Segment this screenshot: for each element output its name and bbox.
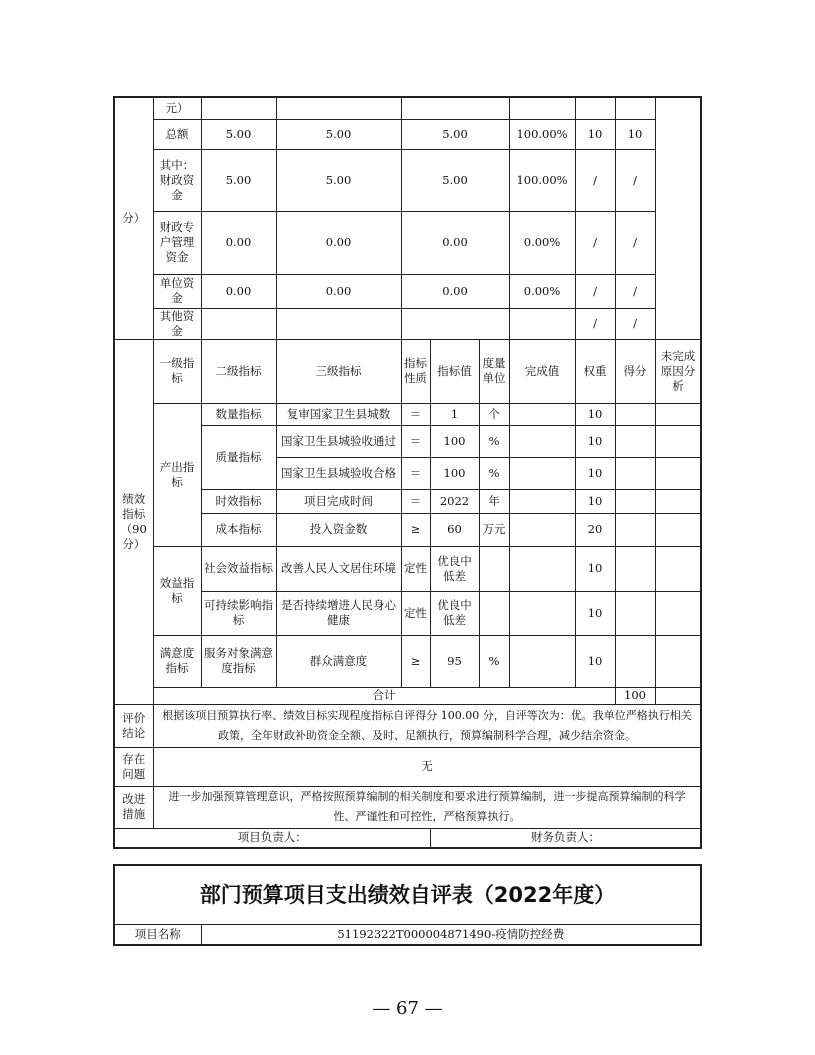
- column-header: 权重: [575, 339, 615, 403]
- indicator-row: [114, 591, 701, 635]
- unit: 个: [479, 403, 509, 425]
- level3-indicator: 国家卫生县城验收合格: [276, 457, 401, 489]
- score: [615, 635, 655, 687]
- table-cell: [655, 687, 701, 704]
- score: [615, 425, 655, 457]
- level2-indicator: 质量指标: [201, 425, 276, 489]
- budget-annual: [201, 308, 276, 339]
- indicator-nature: ＝: [401, 489, 430, 513]
- project-name-value: 51192322T000004871490-疫情防控经费: [201, 925, 701, 945]
- indicator-row: [114, 403, 701, 425]
- level2-indicator: 服务对象满意度指标: [201, 635, 276, 687]
- conclusion-row: [114, 704, 701, 747]
- indicator-nature: ＝: [401, 457, 430, 489]
- weight: 10: [575, 635, 615, 687]
- improve-label: 改进措施: [114, 786, 153, 828]
- column-header: 指标性质: [401, 339, 430, 403]
- reason: [655, 513, 701, 546]
- unit-label: 元）: [153, 97, 201, 119]
- fund-label: 单位资金: [153, 274, 201, 308]
- weight: 10: [575, 457, 615, 489]
- reason: [655, 635, 701, 687]
- budget-header-row: [114, 97, 701, 119]
- reason: [655, 489, 701, 513]
- level1-indicator: 满意度指标: [153, 635, 201, 687]
- indicator-row: [114, 489, 701, 513]
- performance-table: [113, 96, 702, 849]
- level3-indicator: 改善人民人文居住环境: [276, 546, 401, 591]
- score: 10: [615, 119, 655, 149]
- table-cell: [276, 97, 401, 119]
- score: /: [615, 211, 655, 274]
- budget-executed: 5.00: [401, 149, 509, 211]
- indicator-value: 95: [430, 635, 479, 687]
- weight: /: [575, 308, 615, 339]
- page-number: — 67 —: [372, 998, 443, 1019]
- unit: [479, 546, 509, 591]
- score: /: [615, 308, 655, 339]
- indicator-value: 60: [430, 513, 479, 546]
- indicator-nature: ＝: [401, 425, 430, 457]
- fund-label: 其他资金: [153, 308, 201, 339]
- fund-label: 财政专户管理资金: [153, 211, 201, 274]
- unit: %: [479, 425, 509, 457]
- weight: /: [575, 149, 615, 211]
- budget-executed: [401, 308, 509, 339]
- budget-executed: 0.00: [401, 211, 509, 274]
- indicator-value: 100: [430, 457, 479, 489]
- weight: /: [575, 274, 615, 308]
- column-header: 一级指标: [153, 339, 201, 403]
- reason: [655, 425, 701, 457]
- table-cell: [201, 97, 276, 119]
- score: [615, 457, 655, 489]
- level2-indicator: 可持续影响指标: [201, 591, 276, 635]
- reason: [655, 457, 701, 489]
- budget-full-year: 0.00: [276, 274, 401, 308]
- level2-indicator: 时效指标: [201, 489, 276, 513]
- reason: [655, 403, 701, 425]
- indicator-nature: ＝: [401, 403, 430, 425]
- table-cell: [509, 97, 575, 119]
- level3-indicator: 是否持续增进人民身心健康: [276, 591, 401, 635]
- execution-rate: 100.00%: [509, 119, 575, 149]
- level2-indicator: 社会效益指标: [201, 546, 276, 591]
- project-lead-label: 项目负责人：: [114, 828, 430, 848]
- budget-row: [114, 149, 701, 211]
- improve-text: 进一步加强预算管理意识，严格按照预算编制的相关制度和要求进行预算编制，进一步提高预算编制的科学性、严谨性和可控性，严格预算执行。: [153, 786, 701, 828]
- column-header: 三级指标: [276, 339, 401, 403]
- finance-lead-label: 财务负责人：: [430, 828, 701, 848]
- column-header: 指标值: [430, 339, 479, 403]
- section-label: 绩效指标（90分）: [114, 339, 153, 704]
- weight: 10: [575, 591, 615, 635]
- indicator-row: [114, 635, 701, 687]
- unit: 万元: [479, 513, 509, 546]
- completion-value: [509, 635, 575, 687]
- issues-text: 无: [153, 747, 701, 786]
- score: [615, 513, 655, 546]
- next-table-title: 部门预算项目支出绩效自评表（2022年度）: [114, 865, 701, 925]
- execution-rate: [509, 308, 575, 339]
- indicator-nature: ≥: [401, 513, 430, 546]
- budget-executed: 0.00: [401, 274, 509, 308]
- indicator-value: 1: [430, 403, 479, 425]
- column-header: 得分: [615, 339, 655, 403]
- weight: 10: [575, 489, 615, 513]
- execution-rate: 0.00%: [509, 274, 575, 308]
- level2-indicator: 成本指标: [201, 513, 276, 546]
- indicator-nature: 定性: [401, 546, 430, 591]
- execution-rate: 0.00%: [509, 211, 575, 274]
- completion-value: [509, 591, 575, 635]
- column-header: 二级指标: [201, 339, 276, 403]
- indicator-nature: 定性: [401, 591, 430, 635]
- indicator-value: 100: [430, 425, 479, 457]
- indicator-row: [114, 546, 701, 591]
- indicator-row: [114, 513, 701, 546]
- next-table: [113, 864, 702, 946]
- table-cell: [401, 97, 509, 119]
- issues-label: 存在问题: [114, 747, 153, 786]
- budget-full-year: 5.00: [276, 149, 401, 211]
- table-cell: [655, 97, 701, 339]
- weight: 10: [575, 403, 615, 425]
- level3-indicator: 投入资金数: [276, 513, 401, 546]
- level2-indicator: 数量指标: [201, 403, 276, 425]
- level1-indicator: 效益指标: [153, 546, 201, 635]
- total-label: 合计: [153, 687, 615, 704]
- indicator-header-row: [114, 339, 701, 403]
- column-header: 度量单位: [479, 339, 509, 403]
- score: [615, 546, 655, 591]
- reason: [655, 546, 701, 591]
- budget-full-year: 5.00: [276, 119, 401, 149]
- unit: [479, 591, 509, 635]
- level1-indicator: 产出指标: [153, 403, 201, 546]
- indicator-nature: ≥: [401, 635, 430, 687]
- weight: /: [575, 211, 615, 274]
- indicator-value: 2022: [430, 489, 479, 513]
- budget-full-year: 0.00: [276, 211, 401, 274]
- budget-annual: 5.00: [201, 149, 276, 211]
- weight: 10: [575, 119, 615, 149]
- total-weight: 100: [615, 687, 655, 704]
- column-header: 未完成原因分析: [655, 339, 701, 403]
- budget-row: [114, 119, 701, 149]
- budget-row: [114, 308, 701, 339]
- table-cell: [615, 97, 655, 119]
- completion-value: [509, 546, 575, 591]
- budget-executed: 5.00: [401, 119, 509, 149]
- unit: 年: [479, 489, 509, 513]
- level3-indicator: 群众满意度: [276, 635, 401, 687]
- reason: [655, 591, 701, 635]
- score: /: [615, 274, 655, 308]
- weight: 10: [575, 546, 615, 591]
- project-name-label: 项目名称: [114, 925, 201, 945]
- weight: 10: [575, 425, 615, 457]
- unit: %: [479, 635, 509, 687]
- budget-annual: 0.00: [201, 274, 276, 308]
- score: [615, 591, 655, 635]
- fund-label: 其中：财政资金: [153, 149, 201, 211]
- completion-value: [509, 457, 575, 489]
- indicator-row: [114, 425, 701, 457]
- conclusion-text: 根据该项目预算执行率、绩效目标实现程度指标自评得分 100.00 分，自评等次为：优。我单位严格执行相关政策，全年财政补助资金全额、及时、足额执行，预算编制科学合理，减少结余资金。: [153, 704, 701, 747]
- level3-indicator: 项目完成时间: [276, 489, 401, 513]
- table-cell: [575, 97, 615, 119]
- score: [615, 489, 655, 513]
- completion-value: [509, 513, 575, 546]
- budget-full-year: [276, 308, 401, 339]
- execution-rate: 100.00%: [509, 149, 575, 211]
- section-label: 分）: [114, 97, 153, 339]
- budget-row: [114, 274, 701, 308]
- score: /: [615, 149, 655, 211]
- conclusion-label: 评价结论: [114, 704, 153, 747]
- budget-annual: 5.00: [201, 119, 276, 149]
- unit: %: [479, 457, 509, 489]
- sign-row: [114, 828, 701, 848]
- score: [615, 403, 655, 425]
- budget-row: [114, 211, 701, 274]
- indicator-value: 优良中低差: [430, 591, 479, 635]
- completion-value: [509, 403, 575, 425]
- weight: 20: [575, 513, 615, 546]
- improve-row: [114, 786, 701, 828]
- level3-indicator: 国家卫生县城验收通过: [276, 425, 401, 457]
- completion-value: [509, 489, 575, 513]
- total-row: [114, 687, 701, 704]
- issues-row: [114, 747, 701, 786]
- completion-value: [509, 425, 575, 457]
- budget-annual: 0.00: [201, 211, 276, 274]
- level3-indicator: 复审国家卫生县城数: [276, 403, 401, 425]
- indicator-value: 优良中低差: [430, 546, 479, 591]
- fund-label: 总额: [153, 119, 201, 149]
- column-header: 完成值: [509, 339, 575, 403]
